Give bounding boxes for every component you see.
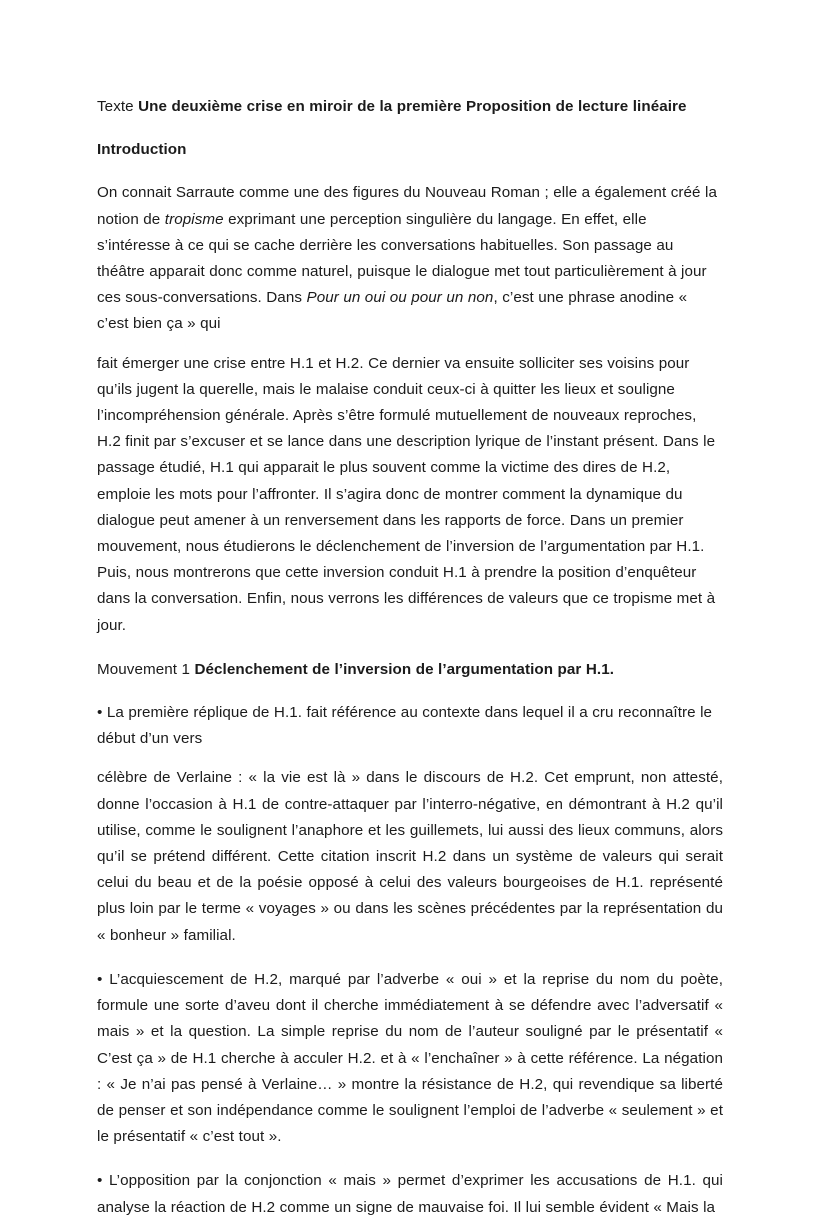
bullet-item-1-body: célèbre de Verlaine : « la vie est là » dans le discours de H.2. Cet emprunt, non attesté, donne l’occasion à H.1 de contre-attaquer par l’interro-négative, en démontrant à H.2 qu’il utilise, comme le soulignent l’anaphore et les guillemets, lui aussi des lieux communs, alors qu’il se prétend différent. Cette citation inscrit H.2 dans un système de valeurs qui serait celui du beau et de la poésie opposé à celui des valeurs bourgeoises de H.1. représenté plus loin par le terme « voyages » ou dans les scènes précédentes par la représentation du « bonheur » familial. (97, 769, 723, 944)
bullet-item-1-intro: • La première réplique de H.1. fait référence au contexte dans lequel il a cru reconnaître le début d’un vers (97, 704, 713, 748)
movement-1-title: Déclenchement de l’inversion de l’argumentation par H.1. (194, 660, 615, 678)
document-body (97, 94, 723, 1221)
heading-introduction: Introduction (97, 141, 187, 159)
intro-text-part-1: On connait Sarraute comme une des figures du Nouveau Roman ; elle a également créé la notion de (97, 184, 717, 228)
play-title-pour-un-oui-ou-pour-un-non: Pour un oui ou pour un non (306, 289, 494, 307)
term-tropisme: tropisme (164, 210, 224, 228)
bullet-item-2: • L’acquiescement de H.2, marqué par l’adverbe « oui » et la reprise du nom du poète, formule une sorte d’aveu dont il cherche immédiatement à se défendre avec l’adversatif « mais » et la question. La simple reprise du nom de l’auteur souligné par le présentatif « C’est ça » de H.1 cherche à acculer H.2. et à « l’enchaîner » à cette référence. La négation : « Je n’ai pas pensé à Verlaine… » montre la résistance de H.2, qui revendique sa liberté de penser et son indépendance comme le soulignent l’emploi de l’adverbe « seulement » et le présentatif « c’est tout ». (97, 970, 723, 1146)
intro-text-part-2: exprimant une perception singulière du langage. En effet, elle s’intéresse à ce qui se cache derrière les conversations habituelles. Son passage au théâtre apparait donc comme naturel, puisque le dialogue met tout particulièrement à jour ces sous-conversations. Dans (97, 210, 707, 307)
paragraph-intro-1 (97, 180, 723, 337)
document-title-line (97, 94, 723, 120)
document-title-prefix: Texte (97, 98, 139, 115)
document-title-text: Une deuxième crise en miroir de la première Proposition de lecture linéaire (138, 98, 687, 115)
bullet-item-3: • L’opposition par la conjonction « mais » permet d’exprimer les accusations de H.1. qui analyse la réaction de H.2 comme un signe de mauvaise foi. Il lui semble évident « Mais la (97, 1172, 723, 1216)
intro-text-part-3: , c’est une phrase anodine « c’est bien ça » qui (97, 289, 688, 333)
movement-1-prefix: Mouvement 1 (97, 660, 195, 678)
heading-movement-1 (97, 657, 723, 683)
paragraph-intro-2: fait émerger une crise entre H.1 et H.2. Ce dernier va ensuite solliciter ses voisins pour qu’ils jugent la querelle, mais le malaise conduit ceux-ci à quitter les lieux et souligne l’incompréhension générale. Après s’être formulé mutuellement de nouveaux reproches, H.2 finit par s’excuser et se lance dans une description lyrique de l’instant présent. Dans le passage étudié, H.1 qui apparait le plus souvent comme la victime des dires de H.2, emploie les mots pour l’affronter. Il s’agira donc de montrer comment la dynamique du dialogue peut amener à un renversement dans les rapports de force. Dans un premier mouvement, nous étudierons le déclenchement de l’inversion de l’argumentation par H.1. Puis, nous montrerons que cette inversion conduit H.1 à prendre la position d’enquêteur dans la conversation. Enfin, nous verrons les différences de valeurs que ce tropisme met à jour. (97, 354, 716, 634)
